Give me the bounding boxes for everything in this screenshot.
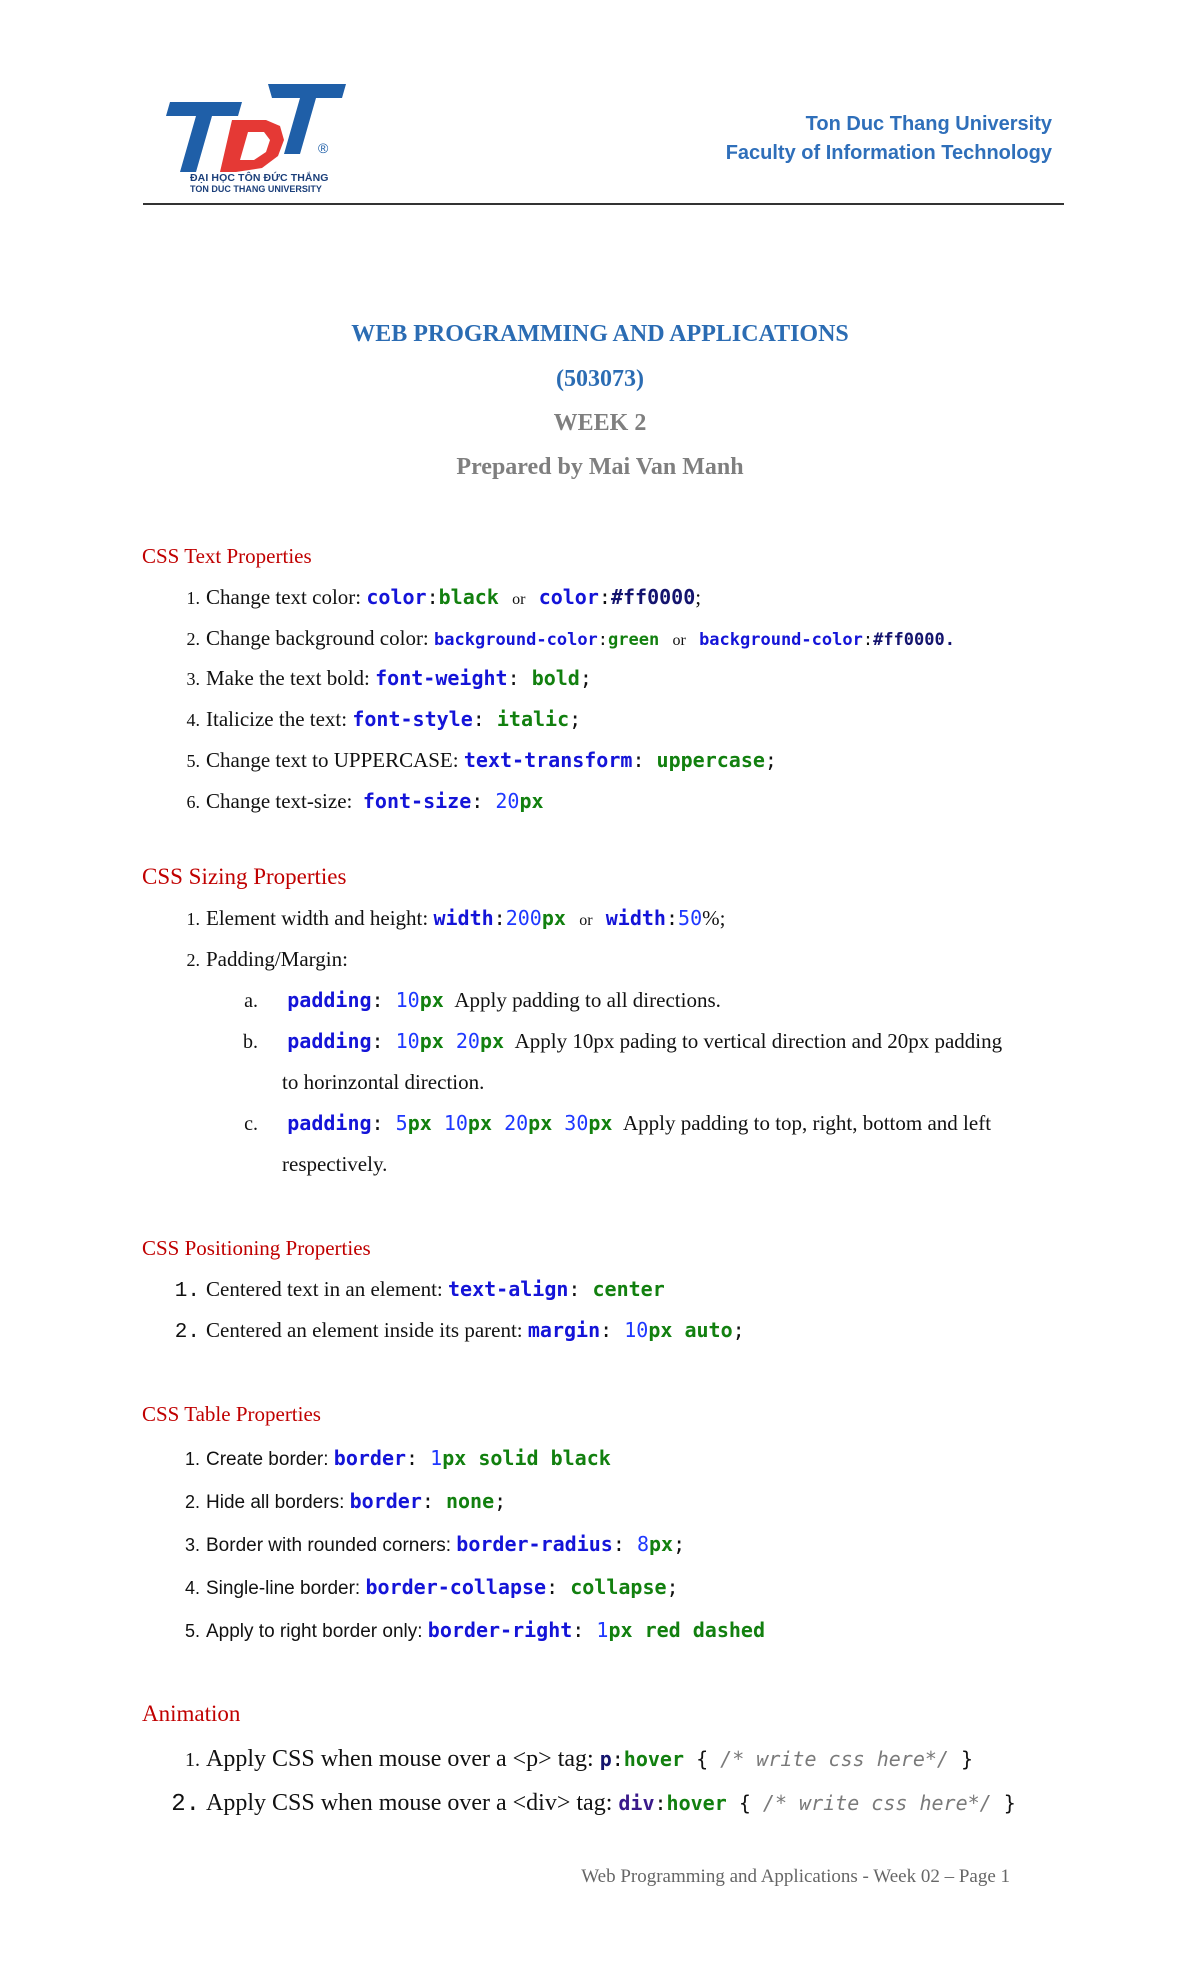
- list-item: 4. Italicize the text: font-style: italic;: [186, 707, 582, 731]
- list-item-continuation: to horinzontal direction.: [282, 1070, 485, 1094]
- list-item: 2. Hide all borders: border: none;: [184, 1489, 507, 1513]
- list-item: 1. Apply CSS when mouse over a <p> tag: p:hover { /* write css here*/ }: [185, 1746, 974, 1772]
- tdt-logo-icon: [150, 82, 350, 172]
- week-title: WEEK 2: [553, 410, 647, 436]
- registered-mark: ®: [318, 140, 329, 156]
- list-item: 2. Change background color: background-color:green or background-color:#ff0000.: [186, 626, 955, 650]
- list-item: 1. Centered text in an element: text-align: center: [174, 1277, 665, 1303]
- list-item: a. padding: 10px Apply padding to all directions.: [244, 988, 721, 1012]
- list-item: 6. Change text-size: font-size: 20px: [186, 789, 544, 813]
- list-item: 5. Change text to UPPERCASE: text-transform: uppercase;: [186, 748, 777, 772]
- list-item: 1. Create border: border: 1px solid black: [184, 1446, 611, 1470]
- faculty-name: Faculty of Information Technology: [725, 142, 1052, 164]
- list-item: c. padding: 5px 10px 20px 30px Apply padding to top, right, bottom and left: [244, 1111, 992, 1135]
- section-sizing-properties: CSS Sizing Properties: [142, 864, 347, 889]
- list-item: 1. Element width and height: width:200px or width:50%;: [186, 906, 726, 930]
- university-name: Ton Duc Thang University: [805, 113, 1052, 135]
- list-item: 5. Apply to right border only: border-right: 1px red dashed: [184, 1618, 765, 1642]
- course-title: WEB PROGRAMMING AND APPLICATIONS: [351, 321, 849, 347]
- section-table-properties: CSS Table Properties: [142, 1402, 321, 1426]
- list-item: 2. Padding/Margin:: [186, 947, 348, 971]
- section-positioning-properties: CSS Positioning Properties: [142, 1236, 371, 1260]
- list-item: 2. Apply CSS when mouse over a <div> tag: div:hover { /* write css here*/ }: [171, 1790, 1016, 1818]
- list-item: 3. Border with rounded corners: border-radius: 8px;: [184, 1532, 686, 1556]
- list-item-continuation: respectively.: [282, 1152, 388, 1176]
- page-footer: Web Programming and Applications - Week 02 – Page 1: [581, 1866, 1010, 1887]
- list-item: 1. Change text color: color:black or color:#ff0000;: [186, 585, 702, 609]
- university-logo: [150, 82, 350, 197]
- logo-caption-english: TON DUC THANG UNIVERSITY: [190, 184, 322, 194]
- course-code: (503073): [556, 366, 644, 392]
- list-item: b. padding: 10px 20px Apply 10px pading to vertical direction and 20px padding: [243, 1029, 1003, 1053]
- logo-caption-vietnamese: ĐẠI HỌC TÔN ĐỨC THẮNG: [190, 172, 329, 184]
- section-animation: Animation: [142, 1701, 241, 1726]
- list-item: 4. Single-line border: border-collapse: collapse;: [184, 1575, 679, 1599]
- header-divider: [143, 203, 1064, 205]
- author-line: Prepared by Mai Van Manh: [456, 454, 744, 480]
- university-header: [726, 110, 1052, 168]
- section-text-properties: CSS Text Properties: [142, 544, 312, 568]
- list-item: 2. Centered an element inside its parent: margin: 10px auto;: [174, 1318, 745, 1344]
- list-item: 3. Make the text bold: font-weight: bold;: [186, 666, 592, 690]
